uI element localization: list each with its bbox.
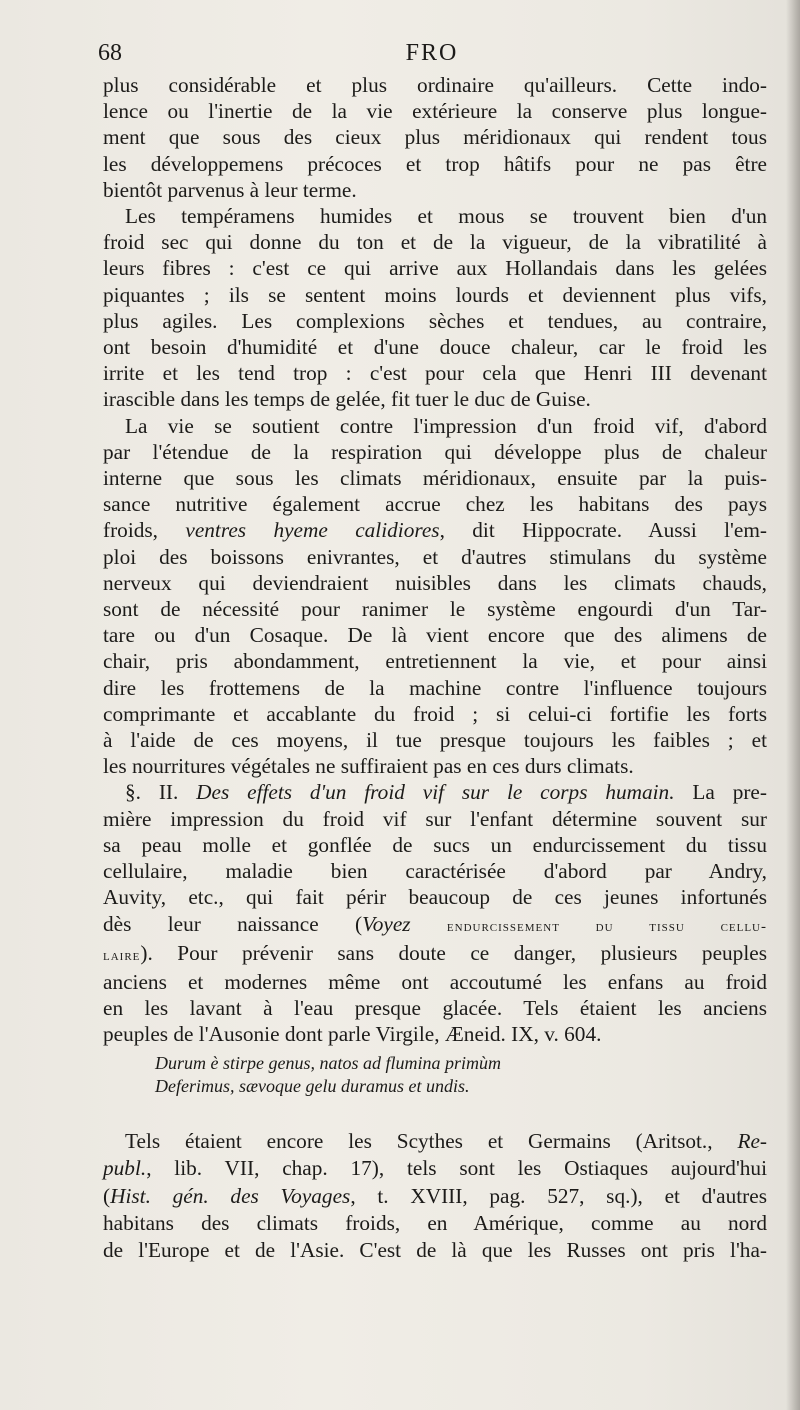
cross-reference-voyez: Voyez	[362, 911, 411, 936]
text-run: La pre-	[692, 780, 767, 805]
latin-phrase: ventres hyeme calidiores	[185, 518, 440, 543]
text-line: tare ou d'un Cosaque. De là vient encore que des alimens de	[103, 623, 767, 648]
text-run: dès leur naissance (	[103, 911, 363, 936]
text-line: anciens et modernes même ont accoutumé les enfans au froid	[103, 969, 767, 994]
text-line: chair, pris abondamment, entretiennent la vie, et pour ainsi	[103, 649, 767, 674]
paragraph-2	[103, 203, 767, 413]
text-line: cellulaire, maladie bien caractérisée d'abord par Andry,	[103, 859, 767, 884]
page-number: 68	[98, 40, 122, 66]
paragraph-3	[103, 413, 767, 780]
text-line: plus considérable et plus ordinaire qu'ailleurs. Cette indo-	[103, 73, 767, 97]
paragraph-4	[103, 1128, 767, 1264]
text-line: Auvity, etc., qui fait périr beaucoup de ces jeunes infortunés	[103, 885, 767, 910]
section-2	[103, 779, 767, 1047]
text-line: ploi des boissons enivrantes, et d'autres stimulans du système	[103, 544, 767, 569]
section-heading-line	[103, 779, 767, 805]
section-title: Des effets d'un froid vif sur le corps humain.	[196, 780, 675, 805]
text-line: les nourritures végétales ne suffiraient pas en ces durs climats.	[103, 754, 634, 779]
text-run: ). Pour prévenir sans doute ce danger, plusieurs peuples	[140, 940, 767, 965]
text-line: ont besoin d'humidité et d'une douce chaleur, car le froid les	[103, 335, 767, 360]
paragraph-1	[103, 72, 767, 203]
text-line	[103, 517, 767, 543]
section-number: §. II.	[125, 780, 179, 805]
text-run: , t. XVIII, pag. 527, sq.), et d'autres	[350, 1183, 767, 1208]
text-run: , dit Hippocrate. Aussi l'em-	[439, 518, 767, 543]
text-line	[103, 911, 767, 940]
text-line	[103, 1155, 767, 1182]
text-line: sa peau molle et gonflée de sucs un endurcissement du tissu	[103, 832, 767, 857]
text-line	[103, 1128, 767, 1155]
page-edge-shadow	[786, 0, 800, 1410]
text-run: froids,	[103, 518, 186, 543]
text-line: irrite et les tend trop : c'est pour cela que Henri III devenant	[103, 361, 767, 386]
cross-reference-term: laire	[103, 947, 141, 964]
text-line: dire les frottemens de la machine contre l'influence toujours	[103, 675, 767, 700]
text-run: (	[103, 1183, 111, 1208]
text-line: peuples de l'Ausonie dont parle Virgile, Æneid. IX, v. 604.	[103, 1022, 602, 1047]
text-line	[103, 1183, 767, 1210]
text-line: nerveux qui deviendraient nuisibles dans les climats chauds,	[103, 570, 767, 595]
text-line: bientôt parvenus à leur terme.	[103, 177, 357, 202]
text-run: Tels étaient encore les Scythes et Germains (Aritsot.,	[125, 1129, 738, 1153]
text-line: piquantes ; ils se sentent moins lourds et deviennent plus vifs,	[103, 282, 767, 307]
text-line: comprimante et accablante du froid ; si celui-ci fortifie les forts	[103, 701, 767, 726]
verse-line: Deferimus, sævoque gelu duramus et undis.	[155, 1076, 470, 1096]
text-line: habitans des climats froids, en Amérique, comme au nord	[103, 1210, 767, 1235]
text-line: de l'Europe et de l'Asie. C'est de là que les Russes ont pris l'ha-	[103, 1238, 767, 1263]
text-line: sance nutritive également accrue chez les habitans des pays	[103, 492, 767, 517]
text-line: La vie se soutient contre l'impression d'un froid vif, d'abord	[125, 413, 767, 438]
text-line: plus agiles. Les complexions sèches et tendues, au contraire,	[103, 308, 767, 333]
text-line: leurs fibres : c'est ce qui arrive aux Hollandais dans les gelées	[103, 256, 767, 281]
text-line: Les tempéramens humides et mous se trouvent bien d'un	[125, 204, 767, 229]
text-line: par l'étendue de la respiration qui développe plus de chaleur	[103, 439, 767, 464]
text-line: irascible dans les temps de gelée, fit tuer le duc de Guise.	[103, 387, 591, 412]
main-text	[103, 72, 767, 1048]
citation-title: Hist. gén. des Voyages	[110, 1183, 351, 1208]
text-line	[103, 940, 767, 969]
text-line: interne que sous les climats méridionaux, ensuite par la puis-	[103, 466, 767, 491]
text-line: les développemens précoces et trop hâtifs pour ne pas être	[103, 151, 767, 176]
text-run: , lib. VII, chap. 17), tels sont les Ostiaques aujourd'hui	[146, 1156, 767, 1181]
cross-reference-term: endurcissement du tissu cellu-	[446, 918, 767, 935]
text-line: froid sec qui donne du ton et de la vigueur, de la vibratilité à	[103, 230, 767, 255]
verse-quotation	[155, 1052, 675, 1098]
text-line: ment que sous des cieux plus méridionaux qui rendent tous	[103, 125, 767, 150]
text-line: mière impression du froid vif sur l'enfant détermine souvent sur	[103, 806, 767, 831]
text-line: en les lavant à l'eau presque glacée. Tels étaient les anciens	[103, 996, 767, 1021]
text-line: sont de nécessité pour ranimer le système engourdi d'un Tar-	[103, 597, 767, 622]
text-line: lence ou l'inertie de la vie extérieure la conserve plus longue-	[103, 99, 767, 124]
citation-title: publ.	[103, 1156, 147, 1181]
citation-title: Re-	[737, 1129, 767, 1153]
text-line: à l'aide de ces moyens, il tue presque toujours les faibles ; et	[103, 728, 767, 753]
running-head: FRO	[405, 40, 459, 66]
verse-line: Durum è stirpe genus, natos ad flumina primùm	[155, 1053, 501, 1073]
